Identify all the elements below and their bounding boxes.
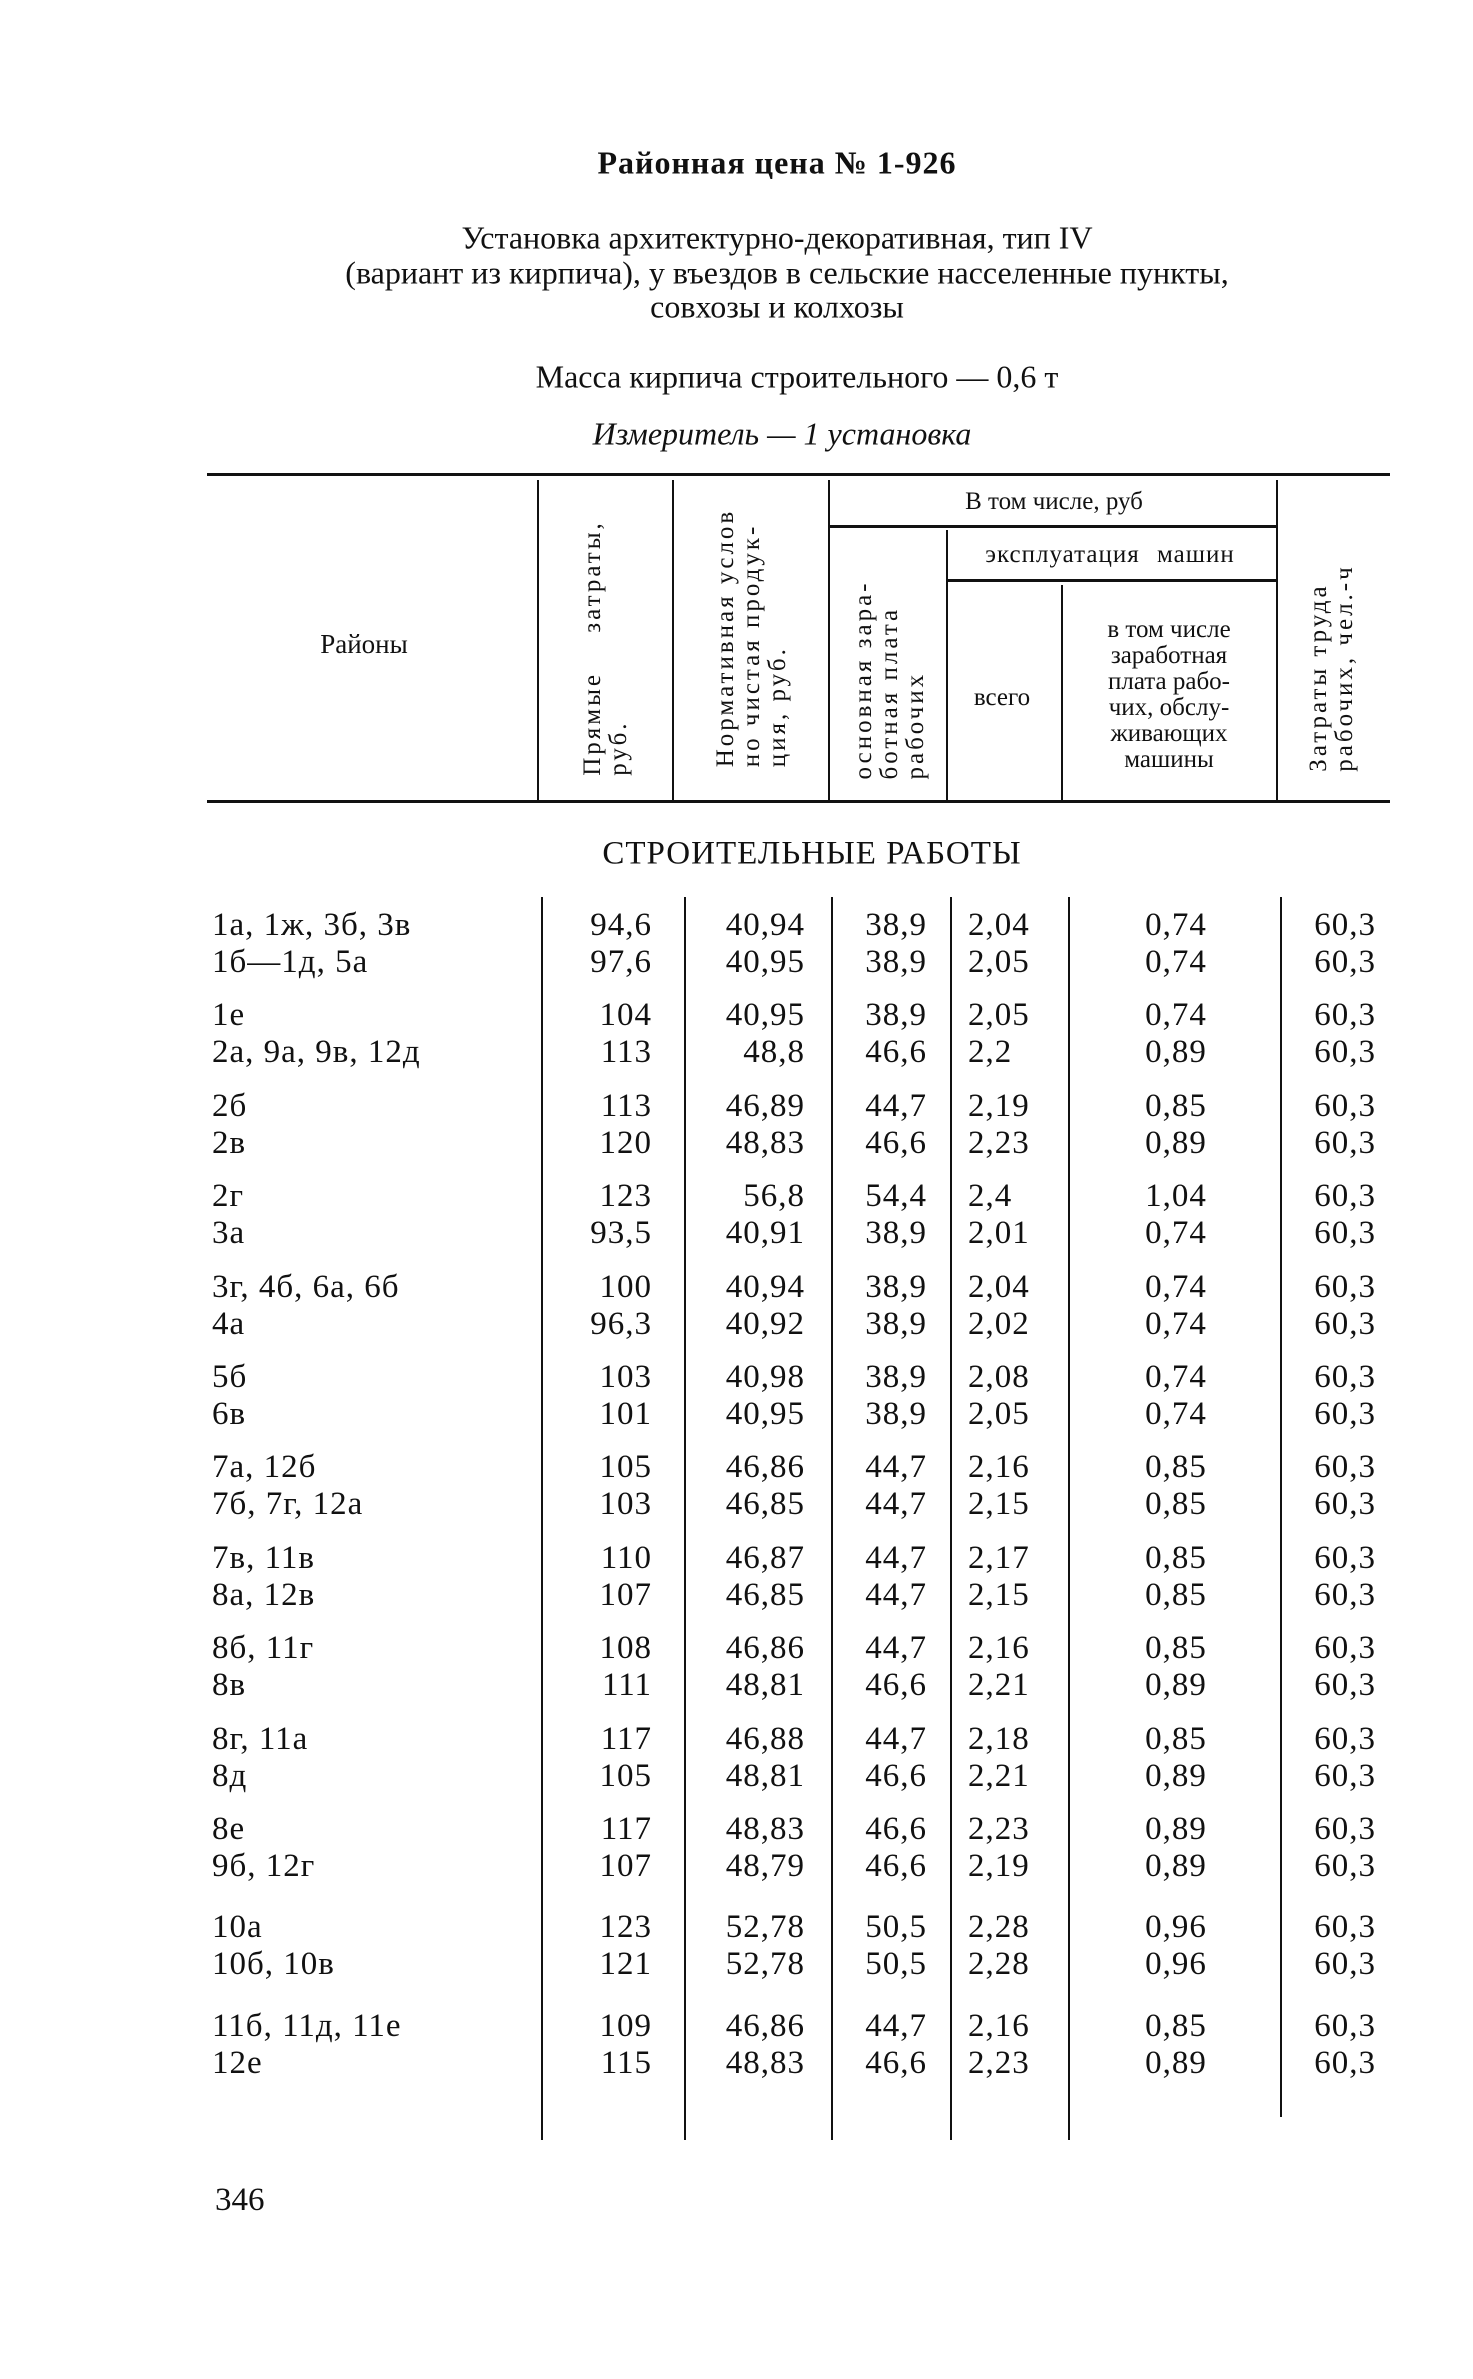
- cell-direct-costs: 120: [599, 1124, 652, 1161]
- cell-districts: 9б, 12г: [212, 1848, 316, 1884]
- header-divider: [828, 480, 830, 800]
- cell-machines-total: 2,28: [968, 1946, 1030, 1983]
- cell-labor: 60,3: [1314, 1449, 1376, 1486]
- column-divider: [950, 897, 952, 2140]
- cell-districts: 10б, 10в: [212, 1946, 335, 1983]
- cell-normative: 48,83: [725, 1811, 805, 1847]
- cell-machine-wage: 0,74: [1145, 907, 1207, 943]
- cell-labor: 60,3: [1314, 907, 1376, 943]
- cell-machines-total: 2,19: [968, 1848, 1030, 1884]
- cell-normative: 40,98: [725, 1359, 805, 1395]
- cell-direct-costs: 121: [599, 1946, 652, 1983]
- cell-machine-wage: 0,89: [1145, 1034, 1207, 1071]
- cell-direct-costs: 105: [599, 1449, 652, 1486]
- cell-normative: 52,78: [725, 1946, 805, 1983]
- cell-machine-wage: 0,74: [1145, 997, 1207, 1034]
- cell-districts: 6в: [212, 1396, 247, 1432]
- cell-labor: 60,3: [1314, 1034, 1376, 1071]
- cell-machines-total: 2,23: [968, 1124, 1030, 1161]
- cell-direct-costs: 97,6: [590, 944, 652, 980]
- cell-normative: 48,79: [725, 1848, 805, 1884]
- cell-normative: 56,8: [743, 1178, 805, 1215]
- page-number: 346: [215, 2182, 265, 2218]
- cell-normative: 46,85: [725, 1486, 805, 1523]
- cell-machines-total: 2,28: [968, 1909, 1030, 1946]
- cell-labor: 60,3: [1314, 1576, 1376, 1613]
- cell-districts: 2г: [212, 1178, 245, 1215]
- cell-direct-costs: 123: [599, 1909, 652, 1946]
- cell-machine-wage: 0,74: [1145, 1396, 1207, 1432]
- cell-districts: 1б—1д, 5а: [212, 944, 369, 980]
- cell-base-wage: 44,7: [865, 2007, 927, 2044]
- cell-labor: 60,3: [1314, 1268, 1376, 1305]
- header-divider: [537, 480, 539, 800]
- cell-districts: 7в, 11в: [212, 1539, 315, 1576]
- cell-base-wage: 50,5: [865, 1909, 927, 1946]
- cell-machine-wage: 0,85: [1145, 1539, 1207, 1576]
- cell-labor: 60,3: [1314, 1909, 1376, 1946]
- header-divider: [672, 480, 674, 800]
- cell-direct-costs: 111: [601, 1667, 652, 1704]
- cell-machines-total: 2,05: [968, 997, 1030, 1034]
- cell-machines-total: 2,4: [968, 1178, 1013, 1215]
- cell-labor: 60,3: [1314, 1667, 1376, 1704]
- cell-normative: 48,83: [725, 1124, 805, 1161]
- cell-machine-wage: 0,74: [1145, 1268, 1207, 1305]
- cell-machine-wage: 0,96: [1145, 1909, 1207, 1946]
- column-divider: [541, 897, 543, 2140]
- cell-normative: 46,89: [725, 1087, 805, 1124]
- cell-normative: 48,81: [725, 1757, 805, 1794]
- subtitle-line-2: (вариант из кирпича), у въездов в сельские насселенные пункты,: [345, 254, 1229, 291]
- cell-machines-total: 2,04: [968, 1268, 1030, 1305]
- cell-base-wage: 38,9: [865, 907, 927, 943]
- cell-machine-wage: 0,89: [1145, 1667, 1207, 1704]
- cell-districts: 2в: [212, 1124, 247, 1161]
- cell-base-wage: 44,7: [865, 1539, 927, 1576]
- header-labor-line: рабочих, чел.-ч: [1331, 564, 1358, 772]
- cell-machines-total: 2,19: [968, 1087, 1030, 1124]
- cell-machines-total: 2,05: [968, 1396, 1030, 1432]
- cell-base-wage: 38,9: [865, 1268, 927, 1305]
- cell-labor: 60,3: [1314, 1124, 1376, 1161]
- header-normative-line: но чистая продук-: [738, 523, 765, 768]
- cell-districts: 8е: [212, 1811, 246, 1847]
- cell-direct-costs: 110: [600, 1539, 652, 1576]
- cell-normative: 40,95: [725, 1396, 805, 1432]
- cell-direct-costs: 103: [599, 1359, 652, 1395]
- column-divider: [684, 897, 686, 2140]
- cell-direct-costs: 117: [600, 1720, 652, 1757]
- cell-labor: 60,3: [1314, 1178, 1376, 1215]
- cell-base-wage: 46,6: [865, 1124, 927, 1161]
- table-top-rule: [207, 473, 1390, 476]
- header-divider: [946, 530, 948, 800]
- cell-normative: 40,92: [725, 1305, 805, 1342]
- cell-labor: 60,3: [1314, 1720, 1376, 1757]
- cell-machine-wage: 0,74: [1145, 944, 1207, 980]
- header-direct-costs-line: Прямые затраты,: [579, 520, 606, 776]
- cell-normative: 46,86: [725, 2007, 805, 2044]
- cell-direct-costs: 115: [600, 2044, 652, 2081]
- cell-direct-costs: 94,6: [590, 907, 652, 943]
- cell-direct-costs: 113: [600, 1034, 652, 1071]
- cell-districts: 7б, 7г, 12а: [212, 1486, 364, 1523]
- cell-direct-costs: 117: [600, 1811, 652, 1847]
- cell-normative: 52,78: [725, 1909, 805, 1946]
- header-machine-wage-line: заработная: [1110, 642, 1228, 669]
- cell-base-wage: 46,6: [865, 1811, 927, 1847]
- cell-districts: 8д: [212, 1757, 248, 1794]
- cell-machines-total: 2,21: [968, 1757, 1030, 1794]
- cell-machines-total: 2,23: [968, 1811, 1030, 1847]
- cell-machine-wage: 0,89: [1145, 1848, 1207, 1884]
- cell-direct-costs: 96,3: [590, 1305, 652, 1342]
- cell-direct-costs: 93,5: [590, 1215, 652, 1252]
- header-base-wage-line: основная зара-: [850, 580, 877, 780]
- cell-machine-wage: 0,85: [1145, 1449, 1207, 1486]
- header-direct-costs-line: руб.: [605, 720, 632, 776]
- section-heading: СТРОИТЕЛЬНЫЕ РАБОТЫ: [602, 835, 1022, 872]
- cell-labor: 60,3: [1314, 944, 1376, 980]
- cell-base-wage: 44,7: [865, 1449, 927, 1486]
- cell-districts: 5б: [212, 1359, 248, 1395]
- header-base-wage: [851, 580, 929, 779]
- cell-machine-wage: 0,85: [1145, 2007, 1207, 2044]
- cell-base-wage: 46,6: [865, 2044, 927, 2081]
- cell-labor: 60,3: [1314, 2007, 1376, 2044]
- cell-machines-total: 2,15: [968, 1576, 1030, 1613]
- cell-districts: 8в: [212, 1667, 247, 1704]
- cell-machine-wage: 0,74: [1145, 1359, 1207, 1395]
- cell-labor: 60,3: [1314, 1396, 1376, 1432]
- subtitle-line-3: совхозы и колхозы: [650, 288, 904, 325]
- header-machine-wage-line: плата рабо-: [1107, 668, 1231, 695]
- header-base-wage-line: ботная плата: [876, 606, 903, 780]
- header-districts: Районы: [320, 629, 408, 659]
- cell-machine-wage: 0,74: [1145, 1215, 1207, 1252]
- header-base-wage-line: рабочих: [902, 671, 929, 780]
- cell-districts: 4а: [212, 1305, 246, 1342]
- cell-machine-wage: 1,04: [1145, 1178, 1207, 1215]
- cell-normative: 46,87: [725, 1539, 805, 1576]
- cell-base-wage: 46,6: [865, 1757, 927, 1794]
- header-machine-wage-line: живающих: [1110, 720, 1228, 747]
- cell-base-wage: 38,9: [865, 997, 927, 1034]
- column-divider: [831, 897, 833, 2140]
- cell-normative: 48,8: [743, 1034, 805, 1071]
- cell-direct-costs: 103: [599, 1486, 652, 1523]
- header-divider: [1061, 585, 1063, 800]
- header-including: В том числе, руб: [965, 488, 1143, 515]
- cell-base-wage: 46,6: [865, 1034, 927, 1071]
- cell-base-wage: 46,6: [865, 1667, 927, 1704]
- header-normative: [713, 509, 791, 767]
- cell-machines-total: 2,04: [968, 907, 1030, 943]
- cell-base-wage: 38,9: [865, 1396, 927, 1432]
- cell-machine-wage: 0,96: [1145, 1946, 1207, 1983]
- cell-districts: 8а, 12в: [212, 1576, 316, 1613]
- header-labor: [1306, 564, 1358, 771]
- cell-machine-wage: 0,85: [1145, 1087, 1207, 1124]
- cell-machines-total: 2,15: [968, 1486, 1030, 1523]
- cell-direct-costs: 101: [599, 1396, 652, 1432]
- cell-normative: 40,95: [725, 944, 805, 980]
- header-machines-total: всего: [973, 684, 1031, 711]
- including-rule: [828, 525, 1278, 528]
- cell-machine-wage: 0,89: [1145, 1811, 1207, 1847]
- cell-labor: 60,3: [1314, 1539, 1376, 1576]
- cell-direct-costs: 123: [599, 1178, 652, 1215]
- cell-base-wage: 38,9: [865, 1305, 927, 1342]
- cell-labor: 60,3: [1314, 1215, 1376, 1252]
- header-machine-wage: [1107, 617, 1230, 773]
- cell-machines-total: 2,02: [968, 1305, 1030, 1342]
- cell-base-wage: 54,4: [865, 1178, 927, 1215]
- cell-labor: 60,3: [1314, 1757, 1376, 1794]
- header-labor-line: Затраты труда: [1305, 583, 1332, 772]
- cell-machine-wage: 0,89: [1145, 2044, 1207, 2081]
- cell-base-wage: 46,6: [865, 1848, 927, 1884]
- cell-machine-wage: 0,85: [1145, 1576, 1207, 1613]
- cell-base-wage: 50,5: [865, 1946, 927, 1983]
- mass-line: Масса кирпича строительного — 0,6 т: [535, 358, 1059, 395]
- cell-districts: 8б, 11г: [212, 1630, 315, 1667]
- cell-direct-costs: 113: [600, 1087, 652, 1124]
- cell-base-wage: 44,7: [865, 1486, 927, 1523]
- cell-machines-total: 2,16: [968, 1449, 1030, 1486]
- cell-direct-costs: 107: [599, 1576, 652, 1613]
- cell-districts: 12е: [212, 2044, 263, 2081]
- cell-labor: 60,3: [1314, 1630, 1376, 1667]
- cell-machine-wage: 0,85: [1145, 1720, 1207, 1757]
- column-divider: [1068, 897, 1070, 2140]
- cell-labor: 60,3: [1314, 1848, 1376, 1884]
- cell-normative: 46,88: [725, 1720, 805, 1757]
- cell-labor: 60,3: [1314, 1811, 1376, 1847]
- header-machines: эксплуатация машин: [985, 541, 1235, 568]
- cell-machines-total: 2,16: [968, 1630, 1030, 1667]
- measure-line: Измеритель — 1 установка: [592, 415, 972, 452]
- cell-normative: 46,85: [725, 1576, 805, 1613]
- cell-machines-total: 2,01: [968, 1215, 1030, 1252]
- cell-base-wage: 38,9: [865, 1359, 927, 1395]
- cell-machines-total: 2,21: [968, 1667, 1030, 1704]
- cell-districts: 1а, 1ж, 3б, 3в: [212, 907, 412, 943]
- header-bottom-rule: [207, 800, 1390, 803]
- cell-machines-total: 2,05: [968, 944, 1030, 980]
- cell-normative: 40,94: [725, 1268, 805, 1305]
- cell-districts: 2а, 9а, 9в, 12д: [212, 1034, 421, 1071]
- cell-labor: 60,3: [1314, 1359, 1376, 1395]
- cell-labor: 60,3: [1314, 2044, 1376, 2081]
- cell-labor: 60,3: [1314, 1946, 1376, 1983]
- cell-base-wage: 44,7: [865, 1630, 927, 1667]
- cell-normative: 40,94: [725, 907, 805, 943]
- cell-machines-total: 2,16: [968, 2007, 1030, 2044]
- header-normative-line: ция, руб.: [764, 646, 791, 768]
- cell-machines-total: 2,23: [968, 2044, 1030, 2081]
- cell-machines-total: 2,08: [968, 1359, 1030, 1395]
- cell-labor: 60,3: [1314, 1486, 1376, 1523]
- cell-normative: 40,95: [725, 997, 805, 1034]
- cell-base-wage: 44,7: [865, 1087, 927, 1124]
- header-machine-wage-line: в том числе: [1107, 616, 1231, 643]
- cell-normative: 46,86: [725, 1449, 805, 1486]
- cell-direct-costs: 100: [599, 1268, 652, 1305]
- cell-districts: 7а, 12б: [212, 1449, 317, 1486]
- cell-machines-total: 2,18: [968, 1720, 1030, 1757]
- cell-normative: 40,91: [725, 1215, 805, 1252]
- cell-direct-costs: 104: [599, 997, 652, 1034]
- cell-direct-costs: 107: [599, 1848, 652, 1884]
- header-divider: [1276, 480, 1278, 800]
- machines-rule: [946, 579, 1276, 582]
- cell-districts: 3г, 4б, 6а, 6б: [212, 1268, 400, 1305]
- subtitle-line-1: Установка архитектурно-декоративная, тип IV: [461, 219, 1093, 256]
- cell-labor: 60,3: [1314, 1305, 1376, 1342]
- cell-machine-wage: 0,89: [1145, 1124, 1207, 1161]
- cell-base-wage: 44,7: [865, 1576, 927, 1613]
- cell-normative: 46,86: [725, 1630, 805, 1667]
- header-machine-wage-line: машины: [1124, 746, 1214, 773]
- cell-base-wage: 38,9: [865, 1215, 927, 1252]
- cell-districts: 1е: [212, 997, 246, 1034]
- cell-labor: 60,3: [1314, 1087, 1376, 1124]
- cell-machine-wage: 0,85: [1145, 1486, 1207, 1523]
- cell-machines-total: 2,17: [968, 1539, 1030, 1576]
- page-title: Районная цена № 1-926: [597, 144, 957, 181]
- cell-machine-wage: 0,74: [1145, 1305, 1207, 1342]
- cell-districts: 3а: [212, 1215, 246, 1252]
- cell-districts: 2б: [212, 1087, 248, 1124]
- header-normative-line: Нормативная услов: [712, 508, 739, 768]
- cell-base-wage: 38,9: [865, 944, 927, 980]
- cell-districts: 11б, 11д, 11е: [212, 2007, 402, 2044]
- cell-normative: 48,83: [725, 2044, 805, 2081]
- cell-machine-wage: 0,85: [1145, 1630, 1207, 1667]
- column-divider: [1280, 897, 1282, 2117]
- header-direct-costs: [580, 520, 632, 776]
- cell-machine-wage: 0,89: [1145, 1757, 1207, 1794]
- header-machine-wage-line: чих, обслу-: [1108, 694, 1230, 721]
- cell-machines-total: 2,2: [968, 1034, 1013, 1071]
- cell-districts: 8г, 11а: [212, 1720, 309, 1757]
- cell-direct-costs: 108: [599, 1630, 652, 1667]
- cell-labor: 60,3: [1314, 997, 1376, 1034]
- cell-normative: 48,81: [725, 1667, 805, 1704]
- cell-direct-costs: 105: [599, 1757, 652, 1794]
- cell-districts: 10а: [212, 1909, 263, 1946]
- cell-direct-costs: 109: [599, 2007, 652, 2044]
- cell-base-wage: 44,7: [865, 1720, 927, 1757]
